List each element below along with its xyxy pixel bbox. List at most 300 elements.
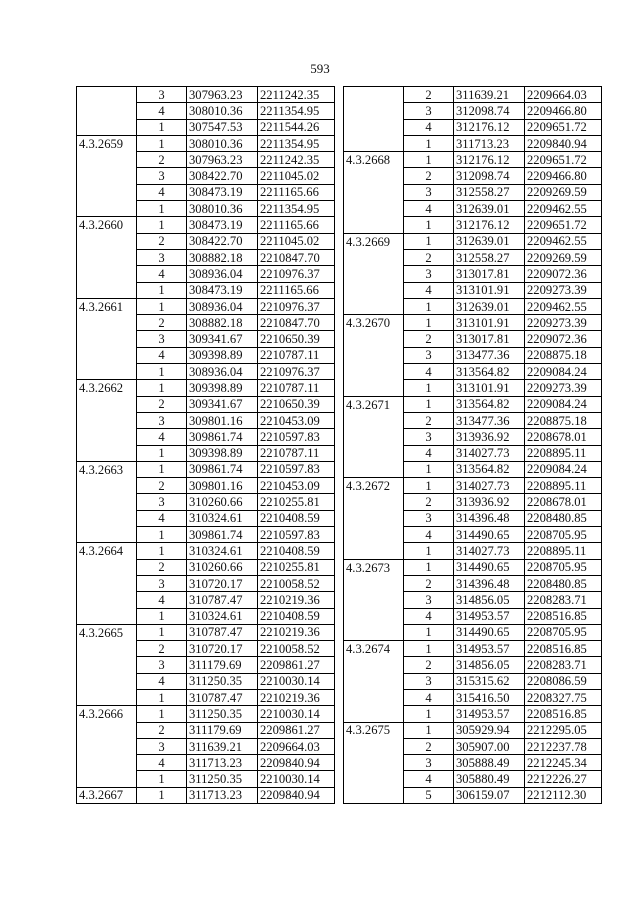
x-coordinate-cell: 313101.91 [454,315,525,331]
y-coordinate-cell: 2210408.59 [258,543,335,559]
point-number-cell: 3 [404,429,454,445]
x-coordinate-cell: 309801.16 [187,412,258,428]
point-number-cell: 4 [137,673,187,689]
point-number-cell: 1 [404,380,454,396]
table-row [344,738,602,754]
y-coordinate-cell: 2209273.39 [525,380,602,396]
point-number-cell: 4 [404,119,454,135]
y-coordinate-cell: 2210650.39 [258,396,335,412]
x-coordinate-cell: 311639.21 [454,87,525,103]
x-coordinate-cell: 314490.65 [454,527,525,543]
parcel-id-cell [77,641,137,657]
table-row [344,478,602,494]
point-number-cell: 2 [137,315,187,331]
table-row [344,771,602,787]
table-row [77,429,335,445]
x-coordinate-cell: 308882.18 [187,315,258,331]
x-coordinate-cell: 308882.18 [187,249,258,265]
parcel-id-cell [77,592,137,608]
point-number-cell: 1 [137,380,187,396]
parcel-id-cell [344,412,404,428]
parcel-id-cell [344,119,404,135]
parcel-id-cell [344,87,404,103]
parcel-id-cell [77,103,137,119]
point-number-cell: 4 [137,103,187,119]
parcel-id-cell [77,478,137,494]
y-coordinate-cell: 2211354.95 [258,103,335,119]
x-coordinate-cell: 308010.36 [187,103,258,119]
y-coordinate-cell: 2208705.95 [525,624,602,640]
x-coordinate-cell: 309398.89 [187,380,258,396]
y-coordinate-cell: 2210597.83 [258,429,335,445]
parcel-id-cell [77,152,137,168]
table-row [77,592,335,608]
y-coordinate-cell: 2209462.55 [525,201,602,217]
parcel-id-cell [344,249,404,265]
x-coordinate-cell: 314856.05 [454,592,525,608]
table-row [77,217,335,233]
x-coordinate-cell: 313477.36 [454,412,525,428]
table-row [77,608,335,624]
table-row [344,429,602,445]
point-number-cell: 1 [137,364,187,380]
point-number-cell: 1 [137,771,187,787]
table-row [344,103,602,119]
x-coordinate-cell: 314396.48 [454,510,525,526]
table-row [77,755,335,771]
parcel-id-cell [77,233,137,249]
table-row [77,559,335,575]
y-coordinate-cell: 2208895.11 [525,543,602,559]
point-number-cell: 1 [404,722,454,738]
y-coordinate-cell: 2210976.37 [258,298,335,314]
point-number-cell: 2 [137,233,187,249]
table-row [77,168,335,184]
point-number-cell: 3 [137,249,187,265]
y-coordinate-cell: 2209084.24 [525,396,602,412]
y-coordinate-cell: 2210787.11 [258,347,335,363]
point-number-cell: 2 [137,722,187,738]
parcel-id-cell [77,364,137,380]
parcel-id-cell [344,592,404,608]
parcel-id-cell [77,412,137,428]
parcel-id-cell [344,461,404,477]
point-number-cell: 1 [137,543,187,559]
y-coordinate-cell: 2209466.80 [525,103,602,119]
point-number-cell: 2 [137,396,187,412]
point-number-cell: 2 [404,657,454,673]
point-number-cell: 1 [137,298,187,314]
table-row [77,87,335,103]
x-coordinate-cell: 305888.49 [454,755,525,771]
table-row [77,641,335,657]
x-coordinate-cell: 305907.00 [454,738,525,754]
x-coordinate-cell: 308422.70 [187,168,258,184]
y-coordinate-cell: 2209840.94 [258,755,335,771]
table-row [77,380,335,396]
y-coordinate-cell: 2210030.14 [258,771,335,787]
y-coordinate-cell: 2210255.81 [258,559,335,575]
point-number-cell: 3 [404,673,454,689]
x-coordinate-cell: 307963.23 [187,152,258,168]
y-coordinate-cell: 2210597.83 [258,461,335,477]
point-number-cell: 4 [137,510,187,526]
x-coordinate-cell: 306159.07 [454,787,525,803]
point-number-cell: 3 [137,87,187,103]
x-coordinate-cell: 313564.82 [454,396,525,412]
y-coordinate-cell: 2210976.37 [258,364,335,380]
parcel-id-cell [344,331,404,347]
x-coordinate-cell: 314856.05 [454,657,525,673]
parcel-id-cell [77,689,137,705]
parcel-id-cell [77,771,137,787]
y-coordinate-cell: 2209072.36 [525,331,602,347]
point-number-cell: 1 [404,559,454,575]
table-row [77,135,335,151]
parcel-id-cell: 4.3.2661 [77,298,137,314]
x-coordinate-cell: 305880.49 [454,771,525,787]
x-coordinate-cell: 310787.47 [187,624,258,640]
parcel-id-cell [77,184,137,200]
table-row [344,575,602,591]
y-coordinate-cell: 2210030.14 [258,673,335,689]
table-row [77,738,335,754]
y-coordinate-cell: 2208895.11 [525,445,602,461]
parcel-id-cell [344,217,404,233]
x-coordinate-cell: 311639.21 [187,738,258,754]
point-number-cell: 2 [404,738,454,754]
y-coordinate-cell: 2209269.59 [525,249,602,265]
parcel-id-cell [344,575,404,591]
y-coordinate-cell: 2209861.27 [258,722,335,738]
table-row [77,787,335,803]
parcel-id-cell [344,298,404,314]
point-number-cell: 4 [137,347,187,363]
table-row [344,364,602,380]
table-row [344,396,602,412]
point-number-cell: 1 [404,478,454,494]
point-number-cell: 1 [137,135,187,151]
table-row [344,657,602,673]
y-coordinate-cell: 2209273.39 [525,315,602,331]
table-row [77,119,335,135]
table-row [344,689,602,705]
x-coordinate-cell: 308473.19 [187,282,258,298]
x-coordinate-cell: 314490.65 [454,624,525,640]
parcel-id-cell [344,429,404,445]
point-number-cell: 4 [137,592,187,608]
y-coordinate-cell: 2210976.37 [258,266,335,282]
y-coordinate-cell: 2212237.78 [525,738,602,754]
page-number: 593 [310,61,330,76]
x-coordinate-cell: 312098.74 [454,168,525,184]
point-number-cell: 2 [404,331,454,347]
parcel-id-cell [344,494,404,510]
x-coordinate-cell: 307547.53 [187,119,258,135]
x-coordinate-cell: 313477.36 [454,347,525,363]
point-number-cell: 3 [404,755,454,771]
parcel-id-cell [77,722,137,738]
parcel-id-cell: 4.3.2672 [344,478,404,494]
x-coordinate-cell: 313936.92 [454,494,525,510]
table-row [77,396,335,412]
table-row [77,543,335,559]
x-coordinate-cell: 313017.81 [454,266,525,282]
parcel-id-cell [344,771,404,787]
point-number-cell: 1 [137,787,187,803]
parcel-id-cell [344,543,404,559]
point-number-cell: 2 [404,87,454,103]
point-number-cell: 4 [404,689,454,705]
x-coordinate-cell: 309341.67 [187,331,258,347]
y-coordinate-cell: 2209651.72 [525,152,602,168]
x-coordinate-cell: 312558.27 [454,249,525,265]
parcel-id-cell [77,608,137,624]
table-row [77,575,335,591]
parcel-id-cell [344,364,404,380]
table-row [344,168,602,184]
y-coordinate-cell: 2210453.09 [258,412,335,428]
y-coordinate-cell: 2210219.36 [258,592,335,608]
parcel-id-cell [344,689,404,705]
x-coordinate-cell: 313564.82 [454,461,525,477]
parcel-id-cell: 4.3.2674 [344,641,404,657]
table-row [344,412,602,428]
table-row [344,315,602,331]
x-coordinate-cell: 315315.62 [454,673,525,689]
table-row [77,510,335,526]
parcel-id-cell: 4.3.2662 [77,380,137,396]
table-row [344,87,602,103]
point-number-cell: 2 [404,494,454,510]
table-row [344,592,602,608]
x-coordinate-cell: 309341.67 [187,396,258,412]
table-row [344,135,602,151]
y-coordinate-cell: 2212112.30 [525,787,602,803]
table-row [77,298,335,314]
y-coordinate-cell: 2211242.35 [258,87,335,103]
table-row [344,282,602,298]
point-number-cell: 1 [404,706,454,722]
table-row [77,689,335,705]
table-row [77,201,335,217]
point-number-cell: 1 [137,461,187,477]
point-number-cell: 1 [404,396,454,412]
table-row [77,657,335,673]
table-row [77,445,335,461]
table-row [344,119,602,135]
y-coordinate-cell: 2212226.27 [525,771,602,787]
point-number-cell: 2 [137,641,187,657]
parcel-id-cell: 4.3.2670 [344,315,404,331]
x-coordinate-cell: 310260.66 [187,559,258,575]
x-coordinate-cell: 314027.73 [454,445,525,461]
parcel-id-cell [77,87,137,103]
point-number-cell: 1 [404,315,454,331]
x-coordinate-cell: 312098.74 [454,103,525,119]
y-coordinate-cell: 2212295.05 [525,722,602,738]
x-coordinate-cell: 308010.36 [187,201,258,217]
point-number-cell: 3 [404,347,454,363]
y-coordinate-cell: 2210058.52 [258,575,335,591]
point-number-cell: 1 [137,527,187,543]
parcel-id-cell [77,445,137,461]
point-number-cell: 2 [137,478,187,494]
point-number-cell: 3 [137,738,187,754]
parcel-id-cell [344,510,404,526]
parcel-id-cell [77,575,137,591]
table-row [344,527,602,543]
point-number-cell: 1 [404,135,454,151]
table-row [344,722,602,738]
x-coordinate-cell: 311179.69 [187,722,258,738]
parcel-id-cell [77,738,137,754]
y-coordinate-cell: 2210408.59 [258,510,335,526]
x-coordinate-cell: 312176.12 [454,217,525,233]
parcel-id-cell [344,673,404,689]
table-row [77,722,335,738]
table-row [77,412,335,428]
y-coordinate-cell: 2209840.94 [258,787,335,803]
point-number-cell: 2 [137,152,187,168]
point-number-cell: 2 [404,412,454,428]
parcel-id-cell: 4.3.2666 [77,706,137,722]
point-number-cell: 3 [137,494,187,510]
y-coordinate-cell: 2209840.94 [525,135,602,151]
y-coordinate-cell: 2210219.36 [258,624,335,640]
parcel-id-cell [344,103,404,119]
parcel-id-cell [77,266,137,282]
table-row [77,771,335,787]
y-coordinate-cell: 2210453.09 [258,478,335,494]
table-row [344,298,602,314]
parcel-id-cell: 4.3.2669 [344,233,404,249]
point-number-cell: 1 [404,461,454,477]
point-number-cell: 1 [137,119,187,135]
x-coordinate-cell: 310787.47 [187,689,258,705]
point-number-cell: 3 [137,412,187,428]
x-coordinate-cell: 312176.12 [454,119,525,135]
x-coordinate-cell: 311250.35 [187,706,258,722]
parcel-id-cell [344,201,404,217]
point-number-cell: 4 [404,527,454,543]
point-number-cell: 1 [404,543,454,559]
parcel-id-cell [77,315,137,331]
parcel-id-cell [344,445,404,461]
table-row [344,347,602,363]
x-coordinate-cell: 309861.74 [187,461,258,477]
parcel-id-cell [77,347,137,363]
point-number-cell: 4 [137,184,187,200]
x-coordinate-cell: 311179.69 [187,657,258,673]
x-coordinate-cell: 310260.66 [187,494,258,510]
x-coordinate-cell: 314953.57 [454,706,525,722]
point-number-cell: 2 [404,249,454,265]
y-coordinate-cell: 2209462.55 [525,298,602,314]
table-row [344,706,602,722]
table-row [344,201,602,217]
parcel-id-cell: 4.3.2663 [77,461,137,477]
parcel-id-cell: 4.3.2675 [344,722,404,738]
table-row [77,315,335,331]
point-number-cell: 1 [404,641,454,657]
parcel-id-cell [344,347,404,363]
table-row [77,152,335,168]
parcel-id-cell: 4.3.2667 [77,787,137,803]
x-coordinate-cell: 311713.23 [187,787,258,803]
y-coordinate-cell: 2210650.39 [258,331,335,347]
y-coordinate-cell: 2208480.85 [525,510,602,526]
parcel-id-cell [344,527,404,543]
point-number-cell: 1 [137,217,187,233]
table-row [77,706,335,722]
table-row [77,282,335,298]
y-coordinate-cell: 2208327.75 [525,689,602,705]
x-coordinate-cell: 310720.17 [187,575,258,591]
x-coordinate-cell: 310787.47 [187,592,258,608]
y-coordinate-cell: 2209651.72 [525,119,602,135]
y-coordinate-cell: 2209462.55 [525,233,602,249]
x-coordinate-cell: 311713.23 [187,755,258,771]
table-row [77,624,335,640]
y-coordinate-cell: 2211045.02 [258,168,335,184]
point-number-cell: 3 [137,168,187,184]
point-number-cell: 3 [404,266,454,282]
x-coordinate-cell: 309861.74 [187,527,258,543]
table-row [77,249,335,265]
x-coordinate-cell: 314027.73 [454,478,525,494]
parcel-id-cell [77,331,137,347]
y-coordinate-cell: 2210787.11 [258,380,335,396]
table-row [77,103,335,119]
point-number-cell: 4 [137,266,187,282]
table-row [344,380,602,396]
point-number-cell: 3 [137,575,187,591]
table-row [344,445,602,461]
parcel-id-cell [344,706,404,722]
x-coordinate-cell: 308473.19 [187,184,258,200]
point-number-cell: 1 [137,282,187,298]
y-coordinate-cell: 2210408.59 [258,608,335,624]
table-row [77,331,335,347]
y-coordinate-cell: 2210787.11 [258,445,335,461]
coordinates-table-left [76,86,335,804]
point-number-cell: 1 [404,217,454,233]
x-coordinate-cell: 313564.82 [454,364,525,380]
table-row [77,347,335,363]
table-row [77,364,335,380]
y-coordinate-cell: 2210255.81 [258,494,335,510]
parcel-id-cell [77,201,137,217]
point-number-cell: 3 [404,510,454,526]
table-row [344,755,602,771]
parcel-id-cell [77,494,137,510]
parcel-id-cell [77,396,137,412]
x-coordinate-cell: 309398.89 [187,445,258,461]
point-number-cell: 3 [404,103,454,119]
y-coordinate-cell: 2210847.70 [258,249,335,265]
y-coordinate-cell: 2208678.01 [525,429,602,445]
table-row [77,184,335,200]
point-number-cell: 1 [137,201,187,217]
table-row [77,266,335,282]
y-coordinate-cell: 2212245.34 [525,755,602,771]
x-coordinate-cell: 312558.27 [454,184,525,200]
parcel-id-cell: 4.3.2668 [344,152,404,168]
table-row [344,787,602,803]
parcel-id-cell [77,249,137,265]
parcel-id-cell: 4.3.2673 [344,559,404,575]
